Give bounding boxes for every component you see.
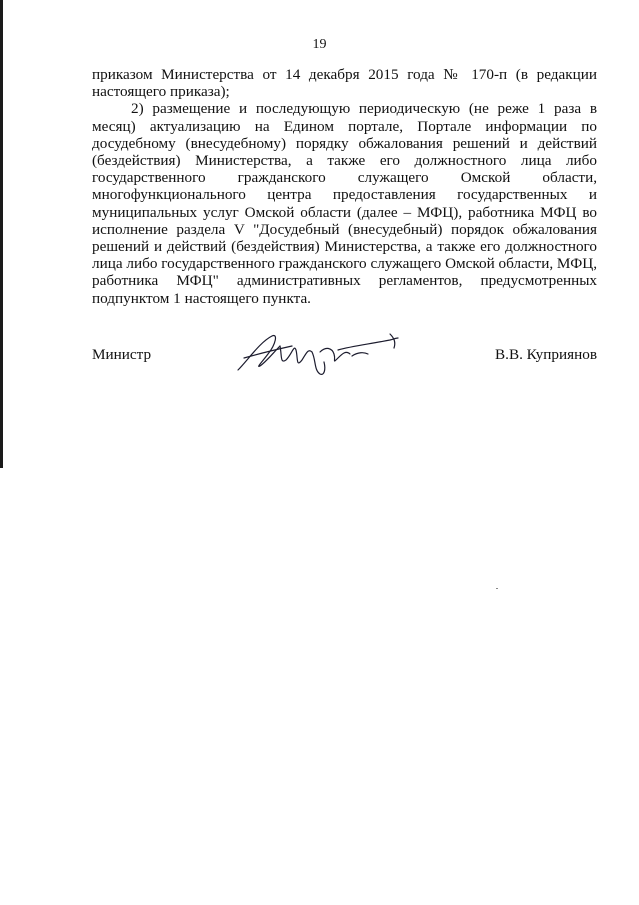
page-number: 19 (312, 37, 327, 52)
paragraph-continuation: приказом Министерства от 14 декабря 2015 года № 170-п (в редакции настоящего приказа); (92, 66, 597, 101)
document-body (92, 66, 597, 307)
signature-block (92, 330, 597, 380)
handwritten-signature (234, 330, 404, 378)
scan-edge-shadow (0, 0, 3, 468)
signatory-name: В.В. Куприянов (495, 346, 597, 363)
paragraph-item-2: 2) размещение и последующую периодическую (не реже 1 раза в месяц) актуализацию на Едином портале, Портале информации по досудебному (внесудебному) порядку обжалования решений и действий (бездействия) Министерства, а также его должностного лица либо государственного гражданского служащего Омской области, многофункционального центра предоставления государственных и муниципальных услуг Омской области (далее – МФЦ), работника МФЦ во исполнение раздела V "Досудебный (внесудебный) порядок обжалования решений и действий (бездействия) Министерства, а также его должностного лица либо государственного гражданского служащего Омской области, МФЦ, работника МФЦ" административных регламентов, предусмотренных подпунктом 1 настоящего пункта. (92, 100, 597, 307)
scan-speck (496, 588, 498, 589)
signatory-title: Министр (92, 346, 152, 363)
